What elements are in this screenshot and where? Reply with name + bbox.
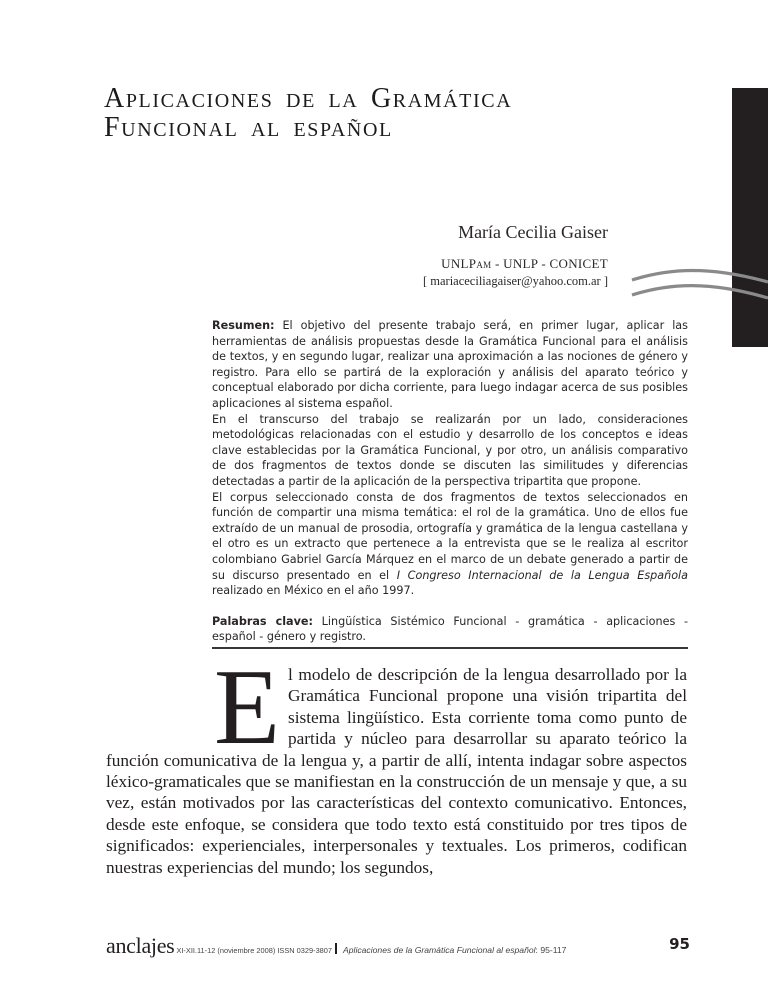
keywords: Palabras clave: Lingüística Sistémico Funcional - gramática - aplicaciones - español - género y registro. [212, 614, 689, 644]
article-reference: Aplicaciones de la Gramática Funcional al español [343, 945, 536, 955]
body-text [106, 648, 687, 878]
drop-cap: E [214, 648, 280, 767]
abstract-paragraph-1: Resumen: El objetivo del presente trabajo será, en primer lugar, aplicar las herramientas de análisis propuestas desde la Gramática Funcional para el análisis de textos, y en segundo lugar, realizar una aproximación a las nociones de género y registro. Para ello se partirá de la exploración y análisis del aparato teórico y conceptual elaborado por dicha corriente, para luego indagar acerca de sus posibles aplicaciones al sistema español. [212, 319, 688, 410]
decorative-wave-icon [630, 262, 768, 312]
section-divider [212, 647, 688, 649]
article-title-line-2: Funcional al español [104, 112, 393, 143]
journal-wordmark: anclajes [106, 933, 175, 958]
affiliation-am: am [476, 256, 492, 271]
author-email[interactable]: [ mariaceciliagaiser@yahoo.com.ar ] [422, 274, 608, 288]
page-footer [106, 933, 686, 959]
abstract-label: Resumen [212, 319, 271, 332]
body-paragraph-1: l modelo de descripción de la lengua desarrollado por la Gramática Funcional propone una visión tripartita del sistema lingüístico. Esta corriente toma como punto de partida y núcleo para desarrollar su aparato teórico la función comunicativa de la lengua y, a partir de allí, intenta indagar sobre aspectos léxico-gramaticales que se manifiestan en la construcción de un mensaje y que, a su vez, están motivados por las características del contexto comunicativo. Entonces, desde este enfoque, se considera que todo texto está constituido por tres tipos de significados: experienciales, interpersonales y textuales. Los primeros, codifican nuestras experiencias del mundo; los segundos, [106, 665, 687, 877]
abstract [212, 318, 688, 645]
keywords-list: Lingüística Sistémico Funcional - gramática - aplicaciones - español - género y registro. [212, 614, 689, 644]
congress-title: I Congreso Internacional de la Lengua Española [396, 568, 689, 582]
author-name: María Cecilia Gaiser [458, 222, 608, 242]
abstract-paragraph-3: El corpus seleccionado consta de dos fragmentos de textos seleccionados en función de compartir una misma temática: el rol de la gramática. Uno de ellos fue extraído de un manual de prosodia, ortografía y gramática de la lengua castellana y el otro es un extracto que pertenece a la entrevista que se le realiza al escritor colombiano Gabriel García Márquez en el marco de un debate generado a partir de su discurso presentado en el I Congreso Internacional de la Lengua Española realizado en México en el año 1997. [212, 490, 689, 598]
affiliation-rest: - UNLP - CONICET [491, 256, 608, 271]
abstract-paragraph-2: En el transcurso del trabajo se realizarán por un lado, consideraciones metodológicas relacionadas con el estudio y desarrollo de los conceptos e ideas clave establecidas por la Gramática Funcional, y por otro, un análisis comparativo de dos fragmentos de textos donde se discuten las similitudes y diferencias detectadas a partir de la aplicación de la perspectiva tripartita que propone. [212, 412, 688, 488]
footer-divider [335, 943, 337, 954]
page-range: : 95-117 [535, 945, 567, 955]
affiliation-unlp: UNLP [441, 256, 477, 271]
journal-issue-meta: XI-XII.11-12 (noviembre 2008) ISSN 0329-3807 [176, 946, 333, 955]
page-number: 95 [669, 935, 690, 953]
author-affiliation [441, 256, 608, 272]
keywords-label: Palabras clave [212, 614, 309, 628]
article-title [104, 84, 664, 142]
article-title-line-1: Aplicaciones de la Gramática [104, 83, 513, 114]
